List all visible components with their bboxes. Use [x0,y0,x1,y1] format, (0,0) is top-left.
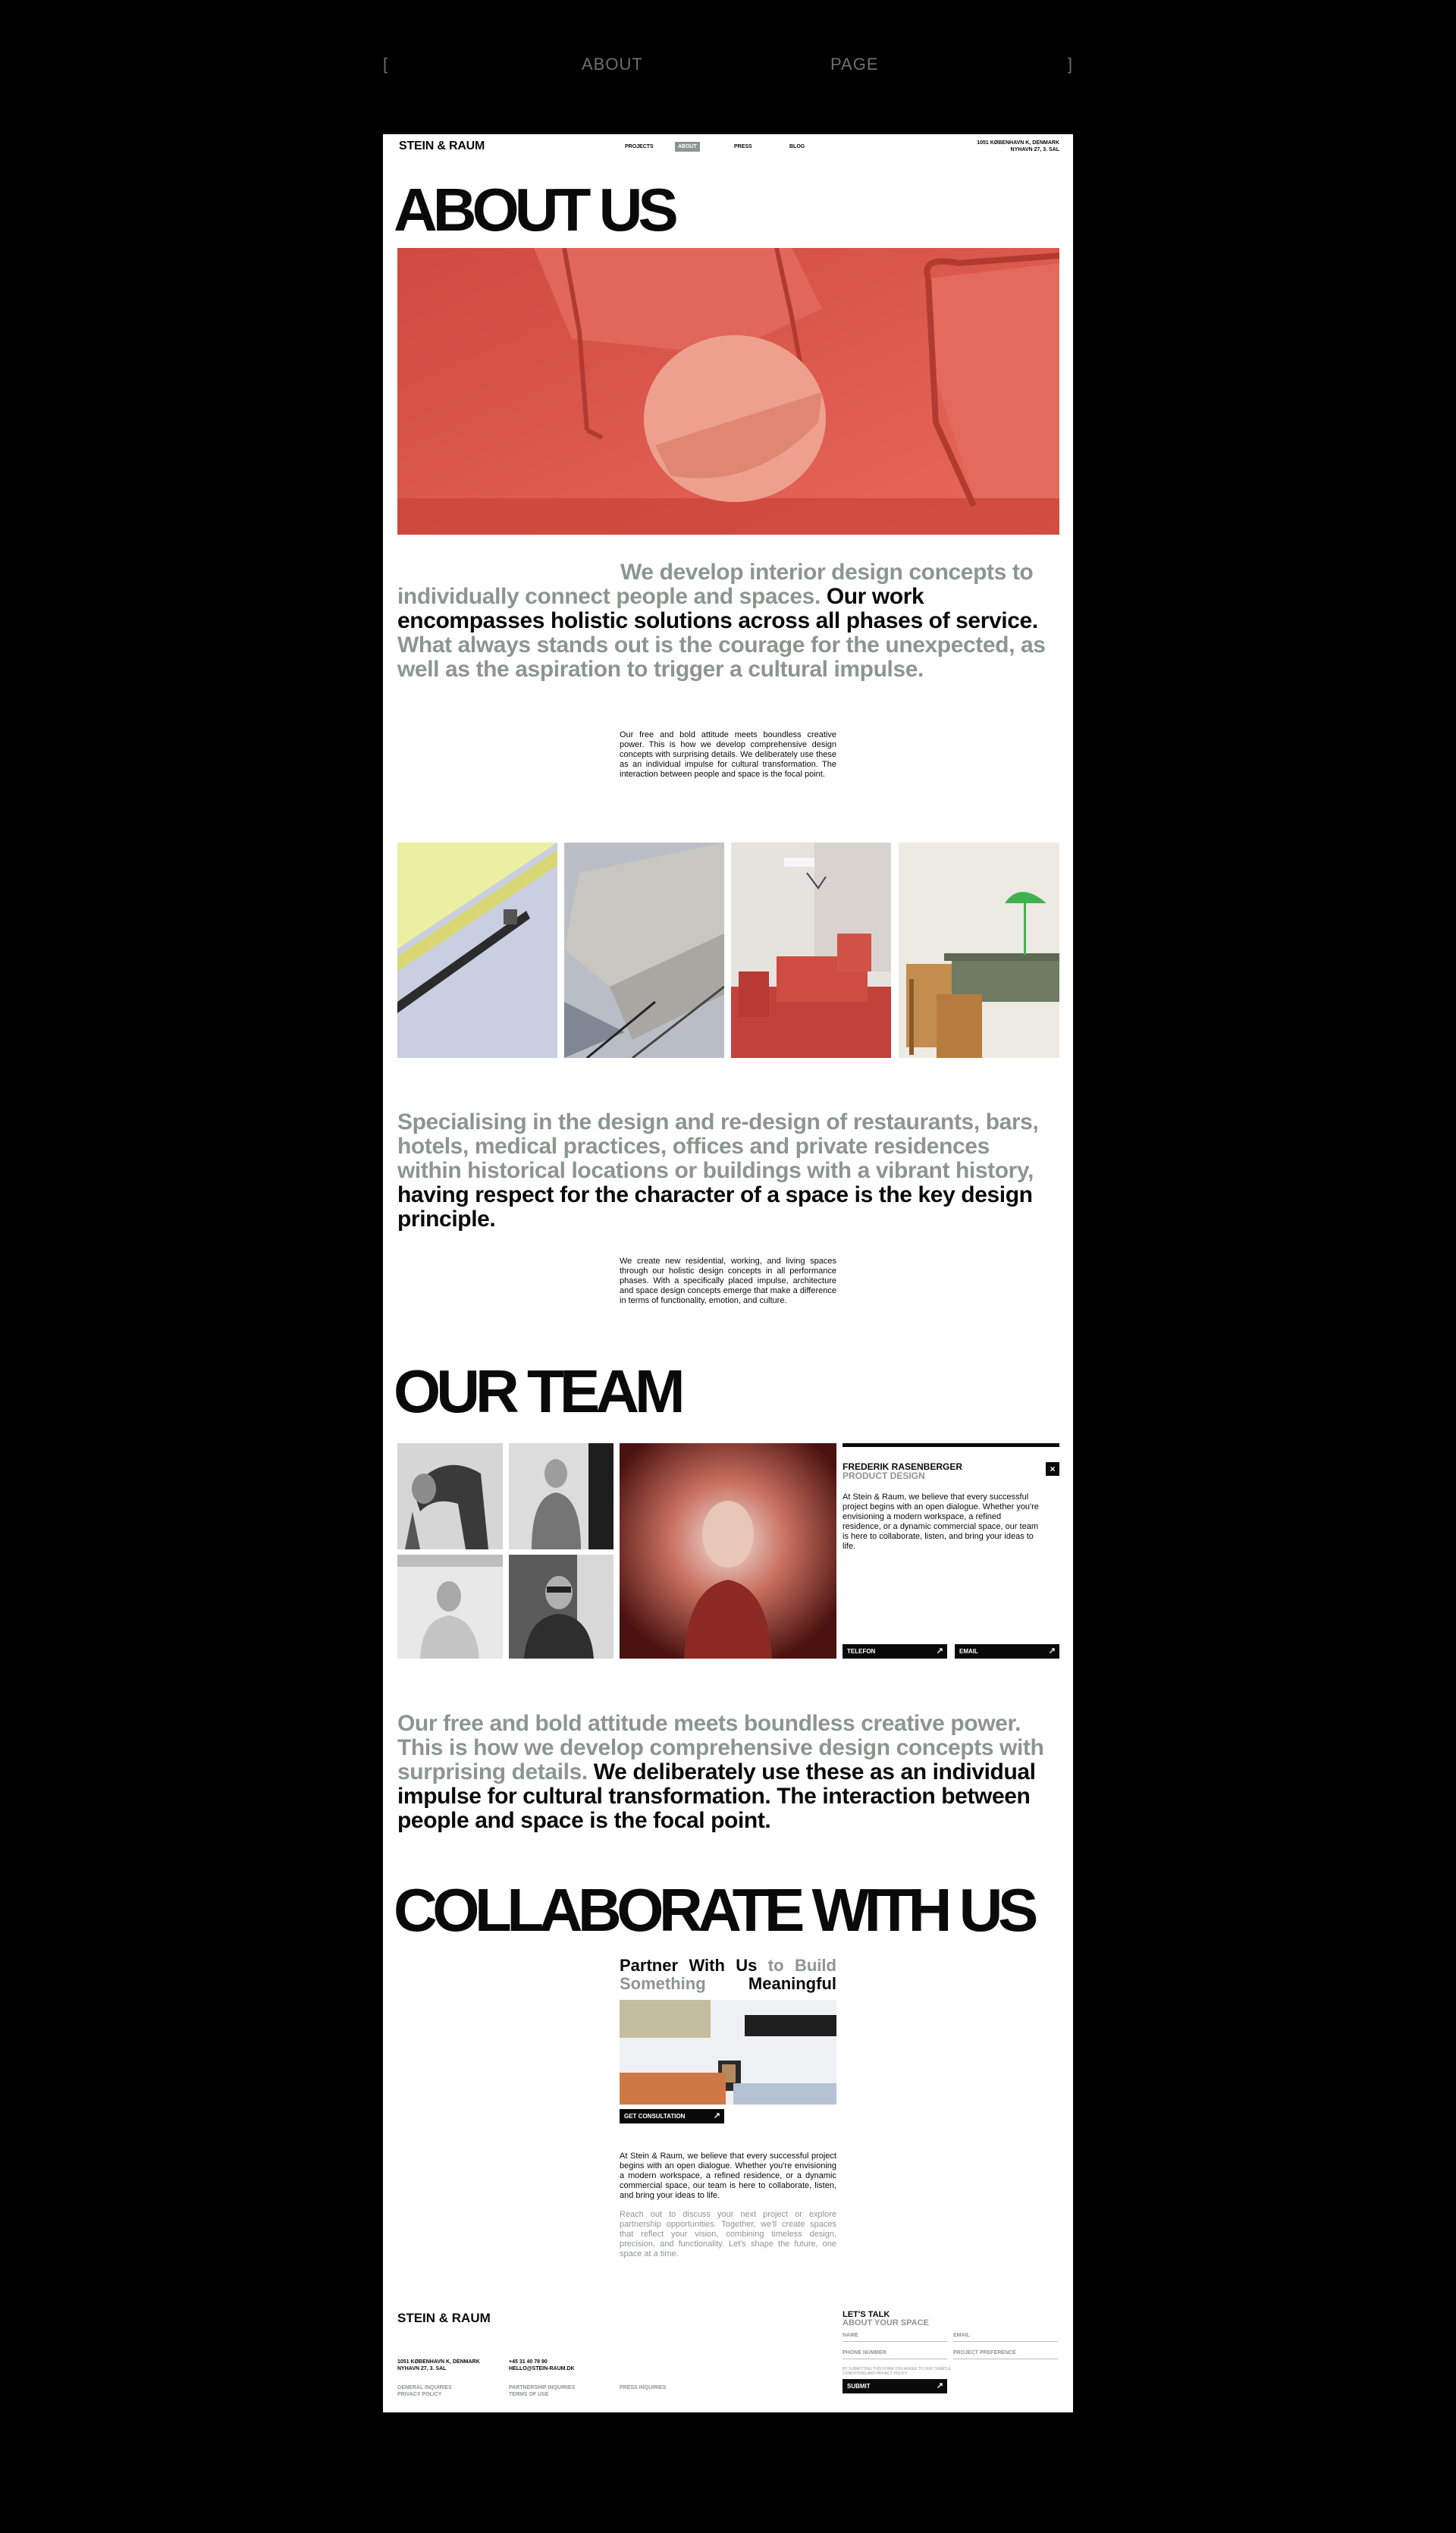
hero-image-graphic [397,248,1059,535]
collaborate-image [620,2000,836,2105]
collaborate-heading [620,1957,836,1993]
profile-name: FREDERIK RASENBERGER [843,1461,963,1472]
specialising-grey: Specialising in the design and re-design of restaurants, bars, hotels, medical practices, offices and private residences within historical locations or buildings with a vibrant history, [397,1110,1039,1183]
footer-link-press[interactable]: PRESS INQUIRIES [620,2385,667,2390]
collaborate-paragraph-secondary: Reach out to discuss your next project or explore partnership opportunities. Together, we'll create spaces that reflect your vision, combining timeless design, precision, and functionality. Let's shape the future, one space at a time. [620,2210,836,2258]
arrow-icon: ↗ [713,2111,720,2120]
gallery-image-3 [731,843,891,1058]
close-icon[interactable]: × [1046,1462,1059,1476]
footer-link-general[interactable]: GENERAL INQUIRIES [397,2385,452,2390]
profile-role: PRODUCT DESIGN [843,1471,925,1481]
email-field[interactable]: EMAIL [953,2333,1058,2342]
profile-bio: At Stein & Raum, we believe that every successful project begins with an open dialogue. Whether you're envisioning a modern workspace, a refined residence, or a dynamic commercial space, our team is here to collaborate, listen, and bring your ideas to life. [843,1492,1039,1551]
form-title-1: LET'S TALK [843,2310,890,2319]
specialising-statement [397,1110,1050,1232]
collaborate-image-graphic [620,2000,836,2105]
team-selected-photo-graphic [620,1443,836,1659]
gallery-image-3-graphic [731,843,891,1058]
team-photo-4-graphic [509,1555,613,1659]
about-intro-statement [397,560,1059,682]
name-field[interactable]: NAME [843,2333,947,2342]
footer-links-col3 [620,2384,666,2391]
phone-field[interactable]: PHONE NUMBER [843,2350,947,2359]
email-label: EMAIL [959,1648,978,1655]
attitude-grey: Our free and bold attitude meets boundless creative power. This is how we develop comprehensive design concepts with surprising details. [397,1711,1044,1784]
footer-link-terms[interactable]: TERMS OF USE [509,2392,549,2397]
bracket-right: ] [1067,55,1073,74]
site-logo[interactable]: STEIN & RAUM [399,140,485,152]
intro-grey-1: We develop interior design concepts to individually connect people and spaces. [397,560,1034,609]
arrow-icon: ↗ [936,1646,943,1656]
submit-label: SUBMIT [847,2383,871,2390]
intro-dark: Our work encompasses holistic solutions across all phases of service. [397,584,1038,633]
team-photo-3[interactable] [397,1555,503,1659]
gallery-image-2 [564,843,724,1058]
footer-contact [509,2359,575,2372]
about-paragraph: Our free and bold attitude meets boundless creative power. This is how we develop comprehensive design concepts with surprising details. We deliberately use these as an individual impulse for cultural transformation. The interaction between people and space is the focal point. [620,730,836,779]
heading-word: to [767,1956,784,1975]
collaborate-paragraph: At Stein & Raum, we believe that every successful project begins with an open dialogue. Whether you're envisioning a modern workspace, a refined residence, or a dynamic commercial space, our team is here to collaborate, listen, and bring your ideas to life. [620,2152,836,2200]
footer-address [397,2359,480,2372]
collaborate-title: COLLABORATE WITH US [394,1876,1034,1944]
arrow-icon: ↗ [1048,1646,1056,1656]
submit-button[interactable] [843,2379,947,2393]
footer-links-col2 [509,2384,575,2398]
telefon-button[interactable] [843,1644,947,1659]
heading-word: Us [736,1956,758,1975]
cta-label: GET CONSULTATION [624,2113,686,2120]
footer-link-privacy[interactable]: PRIVACY POLICY [397,2392,442,2397]
header-address [977,140,1059,153]
nav-projects[interactable]: PROJECTS [625,144,654,149]
hero-image [397,248,1059,535]
gallery-image-1-graphic [397,843,557,1058]
footer-phone[interactable]: +45 31 40 78 90 [509,2359,548,2365]
form-consent: BY SUBMITTING THIS FORM YOU AGREE TO OUR TERMS & CONDITIONS AND PRIVACY POLICY [843,2367,951,2376]
team-title: OUR TEAM [394,1358,681,1425]
gallery-image-2-graphic [564,843,724,1058]
frame-label-about: ABOUT [582,55,643,74]
heading-word: Something [620,1974,706,1993]
team-photo-1[interactable] [397,1443,503,1549]
specialising-paragraph: We create new residential, working, and living spaces through our holistic design concepts in all performance phases. With a specifically placed impulse, architecture and space design concepts emerge that make a difference in terms of functionality, emotion, and culture. [620,1257,836,1305]
attitude-statement [397,1712,1063,1833]
footer-logo[interactable]: STEIN & RAUM [397,2311,491,2325]
footer-address-line1: 1051 KØBENHAVN K, DENMARK [397,2359,480,2365]
website-page [383,134,1073,2412]
heading-word: Build [794,1956,836,1975]
team-photo-2[interactable] [509,1443,613,1549]
footer-email[interactable]: HELLO@STEIN-RAUM.DK [509,2366,575,2371]
contact-form-title [843,2311,929,2327]
main-nav [383,142,1073,154]
page-frame-label [383,55,1073,82]
email-button[interactable] [955,1644,1059,1659]
footer-links-col1 [397,2384,452,2398]
footer-address-line2: NYHAVN 27, 3. SAL [397,2366,447,2371]
team-selected-photo[interactable] [620,1443,836,1659]
specialising-dark: having respect for the character of a space is the key design principle. [397,1182,1033,1232]
frame-label-page: PAGE [830,55,879,74]
gallery-image-1 [397,843,557,1058]
project-preference-field[interactable]: PROJECT PREFERENCE [953,2350,1058,2359]
telefon-label: TELEFON [847,1648,876,1655]
nav-blog[interactable]: BLOG [789,144,805,149]
team-photo-3-graphic [397,1555,503,1659]
gallery-image-4-graphic [899,843,1059,1058]
header-address-line2: NYHAVN 27, 3. SAL [1010,147,1059,152]
team-profile-card [843,1443,1059,1659]
page-title: ABOUT US [394,176,674,243]
nav-about[interactable]: ABOUT [675,142,700,152]
team-photo-2-graphic [509,1443,613,1549]
gallery-image-4 [899,843,1059,1058]
intro-grey-2: What always stands out is the courage for the unexpected, as well as the aspiration to trigger a cultural impulse. [397,632,1046,682]
get-consultation-button[interactable] [620,2109,724,2123]
heading-word: Partner [620,1956,679,1975]
header-address-line1: 1051 KØBENHAVN K, DENMARK [977,140,1059,146]
arrow-icon: ↗ [936,2381,943,2390]
team-photo-4[interactable] [509,1555,613,1659]
heading-word: With [689,1956,725,1975]
footer-link-partnership[interactable]: PARTNERSHIP INQUIRIES [509,2385,576,2390]
heading-word: Meaningful [748,1974,836,1993]
form-title-2: ABOUT YOUR SPACE [843,2318,929,2327]
team-photo-1-graphic [397,1443,503,1549]
bracket-left: [ [383,55,389,74]
nav-press[interactable]: PRESS [734,144,752,149]
attitude-dark: We deliberately use these as an individual impulse for cultural transformation. The interaction between people and space is the focal point. [397,1759,1036,1833]
